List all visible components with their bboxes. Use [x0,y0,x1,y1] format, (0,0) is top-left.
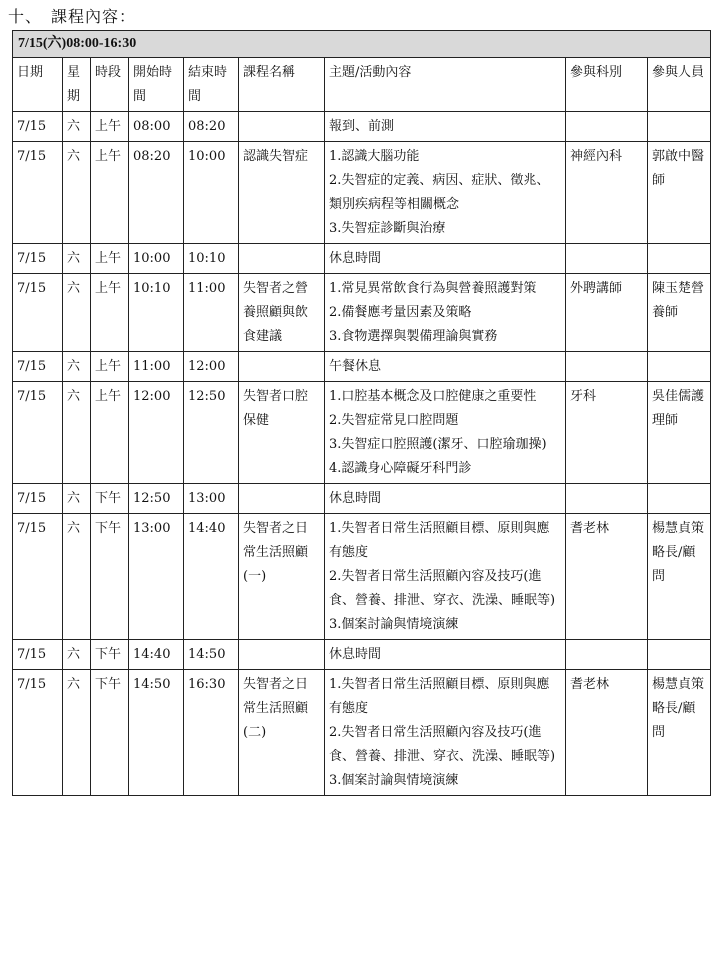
cell-weekday: 六 [63,274,91,352]
topic-line: 1.失智者日常生活照顧目標、原則與應有態度 [329,521,550,560]
cell-personnel [648,484,711,514]
cell-period: 下午 [91,670,129,796]
cell-course: 認識失智症 [239,142,325,244]
table-row [13,142,711,244]
cell-start: 08:20 [129,142,184,244]
cell-topic [325,514,566,640]
topic-line: 1.常見異常飲食行為與營養照護對策 [329,281,537,296]
cell-personnel: 郭啟中醫師 [648,142,711,244]
cell-course [239,112,325,142]
topic-line: 休息時間 [329,491,382,506]
header-topic: 主題/活動內容 [325,58,566,112]
cell-start: 10:00 [129,244,184,274]
table-row [13,670,711,796]
cell-start: 14:40 [129,640,184,670]
cell-end: 10:10 [184,244,239,274]
cell-end: 14:50 [184,640,239,670]
topic-line: 3.個案討論與情境演練 [329,773,459,788]
cell-start: 14:50 [129,670,184,796]
cell-period: 上午 [91,382,129,484]
cell-topic [325,274,566,352]
cell-topic [325,244,566,274]
cell-personnel: 陳玉楚營養師 [648,274,711,352]
cell-course [239,352,325,382]
header-row [13,58,711,112]
cell-department: 牙科 [566,382,648,484]
cell-course: 失智者之日常生活照顧(二) [239,670,325,796]
table-row [13,514,711,640]
cell-department: 耆老林 [566,514,648,640]
topic-line: 3.個案討論與情境演練 [329,617,459,632]
cell-course: 失智者口腔保健 [239,382,325,484]
table-row [13,382,711,484]
table-row [13,484,711,514]
cell-personnel: 楊慧貞策略長/顧問 [648,514,711,640]
cell-end: 11:00 [184,274,239,352]
cell-start: 13:00 [129,514,184,640]
topic-line: 2.備餐應考量因素及策略 [329,305,472,320]
cell-period: 下午 [91,514,129,640]
topic-line: 報到、前測 [329,119,395,134]
cell-period: 下午 [91,484,129,514]
topic-line: 休息時間 [329,251,382,266]
cell-end: 12:50 [184,382,239,484]
cell-period: 下午 [91,640,129,670]
cell-topic [325,112,566,142]
cell-end: 16:30 [184,670,239,796]
table-row [13,112,711,142]
cell-weekday: 六 [63,670,91,796]
cell-personnel: 吳佳儒護理師 [648,382,711,484]
topic-line: 1.失智者日常生活照顧目標、原則與應有態度 [329,677,550,716]
cell-topic [325,484,566,514]
cell-date: 7/15 [13,274,63,352]
cell-weekday: 六 [63,382,91,484]
cell-date: 7/15 [13,142,63,244]
cell-course [239,244,325,274]
cell-date: 7/15 [13,112,63,142]
cell-department [566,244,648,274]
cell-department: 神經內科 [566,142,648,244]
cell-date: 7/15 [13,670,63,796]
table-row [13,244,711,274]
cell-topic [325,142,566,244]
header-personnel: 參與人員 [648,58,711,112]
cell-department: 外聘講師 [566,274,648,352]
cell-date: 7/15 [13,640,63,670]
cell-end: 13:00 [184,484,239,514]
cell-weekday: 六 [63,112,91,142]
cell-period: 上午 [91,352,129,382]
cell-weekday: 六 [63,244,91,274]
cell-topic [325,352,566,382]
session-bar [13,31,711,58]
cell-start: 12:00 [129,382,184,484]
cell-department: 耆老林 [566,670,648,796]
topic-line: 1.口腔基本概念及口腔健康之重要性 [329,389,537,404]
cell-personnel [648,244,711,274]
cell-personnel [648,112,711,142]
cell-weekday: 六 [63,142,91,244]
cell-end: 12:00 [184,352,239,382]
topic-line: 3.失智症口腔照護(潔牙、口腔瑜珈操) [329,437,547,452]
cell-personnel [648,352,711,382]
header-date: 日期 [13,58,63,112]
cell-topic [325,670,566,796]
cell-period: 上午 [91,112,129,142]
topic-line: 1.認識大腦功能 [329,149,420,164]
cell-period: 上午 [91,244,129,274]
cell-end: 10:00 [184,142,239,244]
topic-line: 休息時間 [329,647,382,662]
cell-course [239,640,325,670]
cell-department [566,484,648,514]
cell-department [566,352,648,382]
cell-end: 08:20 [184,112,239,142]
cell-period: 上午 [91,274,129,352]
cell-personnel [648,640,711,670]
table-row [13,640,711,670]
cell-date: 7/15 [13,514,63,640]
cell-start: 12:50 [129,484,184,514]
topic-line: 午餐休息 [329,359,382,374]
cell-date: 7/15 [13,382,63,484]
table-row [13,274,711,352]
topic-line: 2.失智者日常生活照顧內容及技巧(進食、營養、排泄、穿衣、洗澡、睡眠等) [329,725,556,764]
header-end: 結束時間 [184,58,239,112]
topic-line: 3.食物選擇與製備理論與實務 [329,329,498,344]
course-schedule-table [12,30,711,796]
cell-date: 7/15 [13,484,63,514]
session-label: 7/15(六)08:00-16:30 [13,31,711,58]
cell-personnel: 楊慧貞策略長/顧問 [648,670,711,796]
cell-period: 上午 [91,142,129,244]
cell-topic [325,640,566,670]
cell-course: 失智者之日常生活照顧(一) [239,514,325,640]
cell-weekday: 六 [63,352,91,382]
cell-weekday: 六 [63,640,91,670]
cell-end: 14:40 [184,514,239,640]
section-heading: 十、 課程內容： [8,7,137,26]
header-start: 開始時間 [129,58,184,112]
cell-weekday: 六 [63,514,91,640]
cell-topic [325,382,566,484]
cell-weekday: 六 [63,484,91,514]
topic-line: 2.失智症的定義、病因、症狀、徵兆、類別疾病程等相關概念 [329,173,550,212]
header-weekday: 星期 [63,58,91,112]
cell-start: 11:00 [129,352,184,382]
topic-line: 4.認識身心障礙牙科門診 [329,461,472,476]
header-course: 課程名稱 [239,58,325,112]
cell-course [239,484,325,514]
cell-start: 08:00 [129,112,184,142]
cell-department [566,640,648,670]
cell-department [566,112,648,142]
cell-start: 10:10 [129,274,184,352]
cell-date: 7/15 [13,244,63,274]
table-row [13,352,711,382]
topic-line: 2.失智症常見口腔問題 [329,413,459,428]
topic-line: 2.失智者日常生活照顧內容及技巧(進食、營養、排泄、穿衣、洗澡、睡眠等) [329,569,556,608]
cell-course: 失智者之營養照顧與飲食建議 [239,274,325,352]
header-period: 時段 [91,58,129,112]
cell-date: 7/15 [13,352,63,382]
header-department: 參與科別 [566,58,648,112]
topic-line: 3.失智症診斷與治療 [329,221,446,236]
